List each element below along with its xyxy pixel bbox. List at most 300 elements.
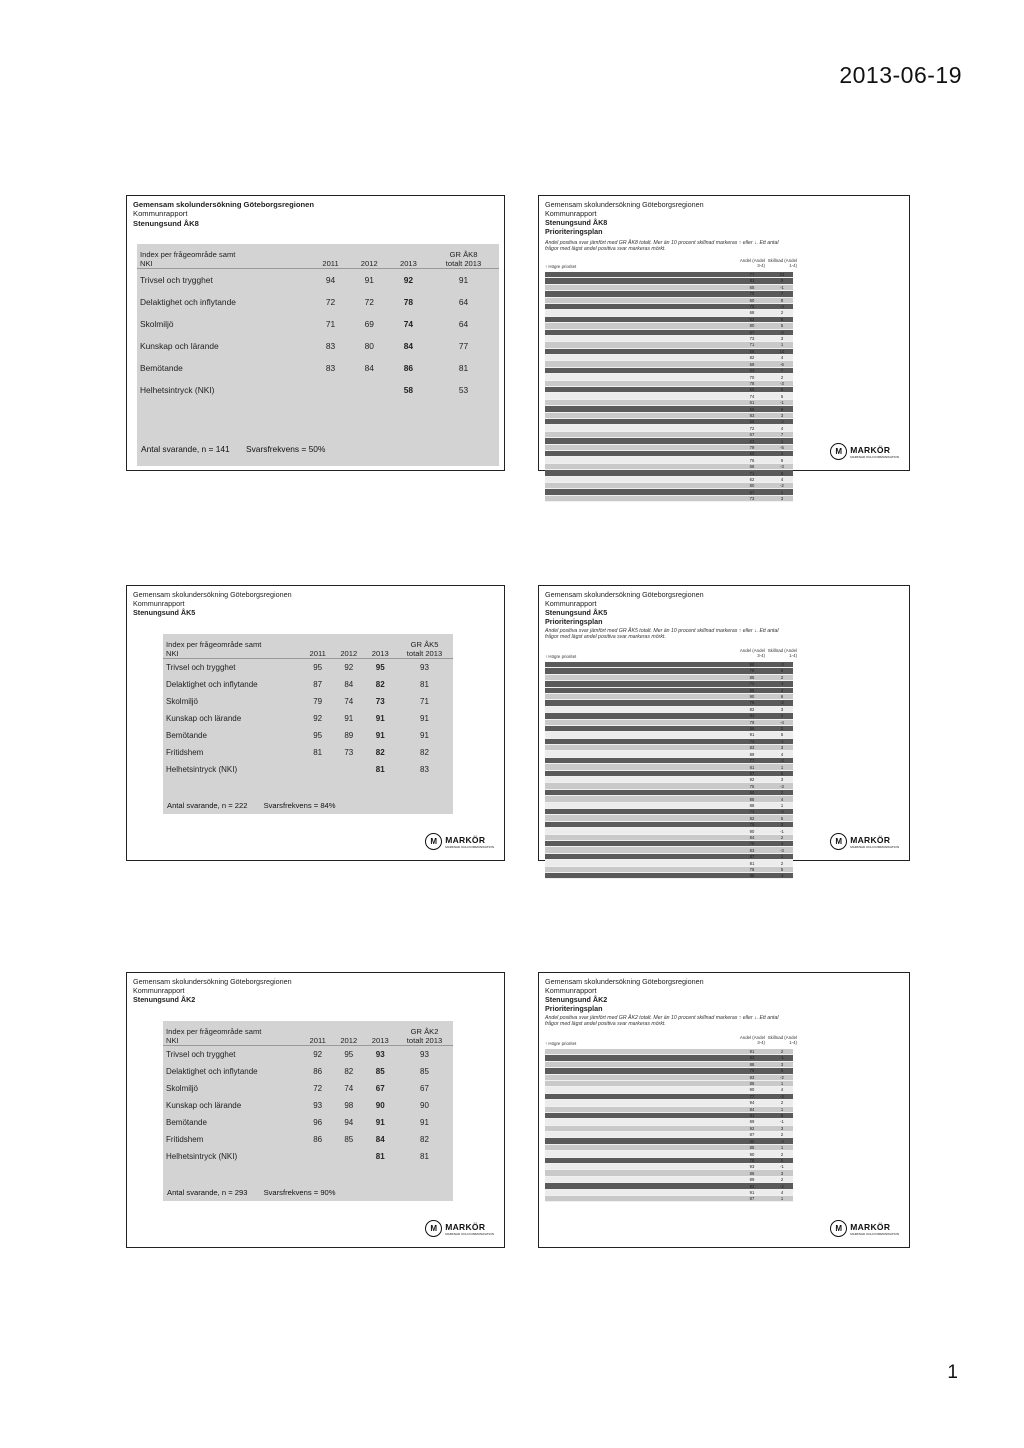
header-line: Gemensam skolundersökning Göteborgsregionen: [133, 977, 292, 986]
slide-index-ak5: [126, 585, 505, 861]
index-value: [302, 761, 333, 778]
area-label: Fritidshem: [166, 1135, 204, 1144]
index-value: 91: [420, 731, 429, 740]
slide-priority-ak5: [538, 585, 910, 879]
share-value: 58: [749, 419, 755, 425]
share-value: 83: [749, 1055, 755, 1061]
share-value: 80: [749, 1138, 755, 1144]
area-label: Helhetsintryck (NKI): [140, 385, 215, 395]
respondent-count: Antal svarande, n = 293: [167, 1188, 248, 1197]
diff-value: 1: [780, 1081, 784, 1087]
share-values: [745, 1049, 759, 1203]
diff-value: 2: [780, 834, 784, 840]
index-value: 74: [344, 697, 354, 706]
markor-logo-icon: M: [830, 833, 847, 850]
year-header: 2012: [333, 1021, 364, 1046]
share-value: 93: [749, 1164, 755, 1170]
col-diff-header: Skillnad (Andel 1-4): [767, 648, 797, 658]
header-line: Prioriteringsplan: [545, 1004, 603, 1013]
header-line: Stenungsund ÅK5: [545, 608, 608, 617]
index-value: 82: [344, 1067, 354, 1076]
respondent-count: Antal svarande, n = 222: [167, 801, 248, 810]
logo-name: MARKÖR: [850, 444, 891, 455]
index-value: 78: [403, 297, 414, 307]
area-label: Trivsel och trygghet: [166, 663, 236, 672]
header-line: Kommunrapport: [133, 986, 185, 995]
share-value: 78: [749, 1157, 755, 1163]
header-line: Kommunrapport: [545, 209, 597, 218]
share-value: 87: [749, 1132, 755, 1138]
share-value: 79: [749, 822, 755, 828]
table-row: [137, 313, 499, 335]
index-value: 82: [420, 748, 429, 757]
year-header: 2011: [311, 244, 349, 269]
index-value: 81: [375, 1152, 385, 1161]
share-value: 85: [749, 1145, 755, 1151]
share-value: 82: [749, 1183, 755, 1189]
slide-header: [133, 200, 314, 228]
markor-logo: [830, 443, 899, 460]
area-label: Bemötande: [166, 1118, 207, 1127]
index-value: 92: [344, 663, 354, 672]
index-value: 72: [313, 1084, 323, 1093]
share-value: 83: [749, 412, 755, 418]
logo-tagline: MARKNAD OCH KOMMUNIKATION: [445, 844, 494, 849]
diff-value: 4: [780, 687, 784, 693]
gr-total-header: GR ÅK5 totalt 2013: [396, 634, 453, 659]
diff-value: -3: [780, 783, 784, 789]
year-header: 2011: [302, 634, 333, 659]
index-value: [333, 1148, 364, 1165]
share-value: 86: [749, 1170, 755, 1176]
share-value: 57: [749, 329, 755, 335]
area-label: Fritidshem: [166, 748, 204, 757]
table-header-row: [163, 1021, 453, 1046]
index-value: 86: [313, 1135, 323, 1144]
share-value: 60: [749, 451, 755, 457]
index-value: 71: [420, 697, 429, 706]
priority-subtitle: Andel positiva svar jämfört med GR ÅK2 totalt. Mer än 10 procent skillnad markeras ↑ eller ↓. Ett antal frågor med lägst andel positiva svar markeras mörkt.: [545, 1015, 779, 1028]
diff-value: 2: [780, 726, 784, 732]
share-value: 80: [749, 790, 755, 796]
index-value: 85: [344, 1135, 354, 1144]
index-value: 92: [313, 1050, 323, 1059]
slide-header: [545, 200, 704, 236]
share-value: 86: [749, 726, 755, 732]
markor-logo: [425, 833, 494, 850]
share-value: 89: [749, 751, 755, 757]
header-line: Kommunrapport: [545, 599, 597, 608]
share-values: [745, 662, 759, 880]
area-label: Helhetsintryck (NKI): [166, 1152, 238, 1161]
share-value: 87: [749, 854, 755, 860]
share-value: 88: [749, 802, 755, 808]
diff-value: 10: [779, 348, 785, 354]
share-value: 88: [749, 687, 755, 693]
table-row: [163, 1080, 453, 1097]
share-value: 79: [749, 719, 755, 725]
index-value: 73: [344, 748, 354, 757]
table-row: [163, 710, 453, 727]
share-value: 77: [749, 1093, 755, 1099]
diff-value: 4: [780, 796, 784, 802]
diff-value: 3: [780, 706, 784, 712]
index-value: 91: [420, 1118, 429, 1127]
priority-legend: ↑ Högre prioritet: [545, 1041, 577, 1046]
col-diff-header: Skillnad (Andel 1-4): [767, 258, 797, 268]
priority-legend: ↑ Högre prioritet: [545, 654, 577, 659]
priority-subtitle: Andel positiva svar jämfört med GR ÅK5 totalt. Mer än 10 procent skillnad markeras ↑ eller ↓. Ett antal frågor med lägst andel positiva svar markeras mörkt.: [545, 628, 779, 641]
response-footer: [167, 801, 350, 810]
index-value: 85: [420, 1067, 429, 1076]
diff-value: 4: [780, 477, 784, 482]
table-row: [163, 1114, 453, 1131]
index-value: 95: [375, 663, 385, 672]
table-row: [137, 291, 499, 313]
area-label: Bemötande: [166, 731, 207, 740]
share-value: 83: [749, 847, 755, 853]
diff-value: -5: [780, 444, 784, 450]
priority-legend: ↑ Högre prioritet: [545, 264, 577, 269]
share-value: 88: [749, 1061, 755, 1067]
index-value: 85: [375, 1067, 385, 1076]
diff-value: -2: [780, 809, 784, 815]
share-value: 80: [749, 483, 755, 489]
diff-value: -2: [780, 1183, 784, 1189]
index-value: 84: [375, 1135, 385, 1144]
header-line: Stenungsund ÅK2: [545, 995, 608, 1004]
header-line: Stenungsund ÅK8: [133, 218, 199, 228]
index-panel: [137, 244, 499, 466]
header-line: Kommunrapport: [133, 209, 188, 219]
index-value: 80: [364, 341, 374, 351]
area-label: Skolmiljö: [166, 697, 199, 706]
share-value: 79: [749, 444, 755, 450]
share-value: 93: [749, 1074, 755, 1080]
share-value: 73: [749, 496, 755, 502]
index-value: 91: [375, 1118, 385, 1127]
diff-value: 5: [780, 1157, 784, 1163]
index-value: 53: [458, 385, 469, 395]
index-table: [137, 244, 499, 401]
header-line: Stenungsund ÅK2: [133, 995, 196, 1004]
index-value: 93: [375, 1050, 385, 1059]
diff-value: 6: [780, 406, 784, 412]
share-value: 80: [749, 323, 755, 329]
col-share-header: Andel (Andel 3-4): [739, 258, 765, 268]
diff-value: 7: [780, 432, 784, 438]
table-header-row: [137, 244, 499, 269]
response-rate: Svarsfrekvens = 90%: [263, 1188, 336, 1197]
diff-value: -4: [780, 719, 784, 725]
logo-name: MARKÖR: [445, 1221, 486, 1232]
table-row: [137, 357, 499, 379]
area-label: Trivsel och trygghet: [140, 275, 213, 285]
share-value: 82: [749, 355, 755, 361]
diff-value: 1: [780, 1106, 784, 1112]
index-table: [163, 634, 453, 778]
index-value: 81: [313, 748, 323, 757]
share-value: 82: [749, 815, 755, 821]
logo-name: MARKÖR: [850, 1221, 891, 1232]
markor-logo-icon: M: [425, 1220, 442, 1237]
diff-value: 3: [780, 1170, 784, 1176]
index-value: [333, 761, 364, 778]
table-row: [163, 1063, 453, 1080]
diff-value: 4: [780, 425, 784, 431]
share-value: 86: [749, 1081, 755, 1087]
share-value: 62: [749, 316, 755, 322]
index-value: 95: [313, 731, 323, 740]
col-share-header: Andel (Andel 3-4): [739, 648, 765, 658]
header-line: Gemensam skolundersökning Göteborgsregionen: [545, 977, 704, 986]
markor-logo: [830, 1220, 899, 1237]
index-value: 72: [364, 297, 374, 307]
share-value: 78: [749, 668, 755, 674]
share-value: 63: [749, 438, 755, 444]
diff-value: 5: [780, 815, 784, 821]
share-value: 66: [749, 348, 755, 354]
diff-value: -1: [780, 284, 784, 290]
share-value: 91: [749, 1189, 755, 1195]
area-label: Delaktighet och inflytande: [166, 1067, 258, 1076]
header-line: Gemensam skolundersökning Göteborgsregionen: [545, 200, 704, 209]
share-value: 73: [749, 336, 755, 342]
share-value: 64: [749, 368, 755, 374]
diff-value: -2: [780, 700, 784, 706]
share-value: 71: [749, 470, 755, 476]
slide-header: [545, 590, 704, 626]
index-panel: [163, 1021, 453, 1201]
diff-value: 4: [780, 1087, 784, 1093]
share-value: 74: [749, 393, 755, 399]
index-value: 81: [420, 1152, 429, 1161]
diff-value: 7: [780, 291, 784, 297]
response-footer: [167, 1188, 350, 1197]
table-header-row: [163, 634, 453, 659]
col-label: Index per frågeområde samt NKI: [163, 1021, 302, 1046]
diff-value: 2: [780, 860, 784, 866]
diff-value: 2: [780, 1100, 784, 1106]
table-row: [163, 744, 453, 761]
priority-subtitle: Andel positiva svar jämfört med GR ÅK8 totalt. Mer än 10 procent skillnad markeras ↑ eller ↓. Ett antal frågor med lägst andel positiva svar markeras mörkt.: [545, 240, 779, 253]
diff-value: -2: [780, 1074, 784, 1080]
share-value: 72: [749, 425, 755, 431]
share-value: 60: [749, 297, 755, 303]
diff-value: 3: [780, 1061, 784, 1067]
share-value: 78: [749, 380, 755, 386]
diff-value: 3: [780, 1125, 784, 1131]
diff-values: [775, 1049, 789, 1203]
share-value: 77: [749, 758, 755, 764]
index-panel: [163, 634, 453, 814]
diff-value: -1: [780, 681, 784, 687]
logo-name: MARKÖR: [445, 834, 486, 845]
header-line: Stenungsund ÅK8: [545, 218, 608, 227]
col-label: Index per frågeområde samt NKI: [137, 244, 311, 269]
diff-value: 1: [780, 854, 784, 860]
index-value: 92: [403, 275, 414, 285]
index-value: [311, 379, 349, 401]
slide-priority-ak2: [538, 972, 910, 1248]
index-value: 84: [344, 680, 354, 689]
share-value: 84: [749, 713, 755, 719]
index-value: 67: [420, 1084, 429, 1093]
table-row: [137, 269, 499, 292]
share-value: 70: [749, 374, 755, 380]
gr-total-header: GR ÅK2 totalt 2013: [396, 1021, 453, 1046]
area-label: Delaktighet och inflytande: [140, 297, 236, 307]
index-value: 71: [325, 319, 336, 329]
share-value: 87: [749, 1196, 755, 1202]
share-value: 84: [749, 834, 755, 840]
index-value: [302, 1148, 333, 1165]
area-label: Bemötande: [140, 363, 183, 373]
index-value: 91: [364, 275, 374, 285]
diff-value: 1: [780, 1196, 784, 1202]
share-value: 90: [749, 828, 755, 834]
area-label: Skolmiljö: [140, 319, 174, 329]
response-rate: Svarsfrekvens = 50%: [246, 444, 326, 454]
slide-index-ak8: [126, 195, 505, 471]
diff-value: 3: [780, 777, 784, 783]
header-line: Prioriteringsplan: [545, 617, 603, 626]
index-value: 91: [420, 714, 429, 723]
year-header: 2013: [389, 244, 428, 269]
share-value: 61: [749, 400, 755, 406]
diff-value: 1: [780, 342, 784, 348]
diff-value: 5: [780, 393, 784, 399]
diff-value: 9: [780, 457, 784, 463]
share-value: 81: [749, 1113, 755, 1119]
year-header: 2012: [350, 244, 389, 269]
diff-value: 5: [780, 323, 784, 329]
index-value: 98: [344, 1101, 354, 1110]
slide-index-ak2: [126, 972, 505, 1248]
share-value: 75: [749, 304, 755, 310]
share-value: 84: [749, 1106, 755, 1112]
diff-value: -2: [780, 483, 784, 489]
area-label: Delaktighet och inflytande: [166, 680, 258, 689]
diff-value: 3: [780, 496, 784, 502]
share-value: 94: [749, 1100, 755, 1106]
diff-value: 7: [780, 368, 784, 374]
share-value: 89: [749, 1119, 755, 1125]
diff-value: 1: [780, 438, 784, 444]
index-value: 92: [313, 714, 323, 723]
diff-value: 1: [780, 764, 784, 770]
year-header: 2013: [365, 1021, 396, 1046]
diff-value: -1: [780, 828, 784, 834]
share-value: 76: [749, 700, 755, 706]
share-value: 57: [749, 489, 755, 495]
table-row: [163, 676, 453, 693]
header-line: Kommunrapport: [133, 599, 185, 608]
diff-value: -3: [780, 380, 784, 386]
share-value: 92: [749, 777, 755, 783]
diff-value: -4: [780, 1138, 784, 1144]
share-value: 80: [749, 662, 755, 667]
share-value: 79: [749, 1068, 755, 1074]
diff-value: -1: [780, 1164, 784, 1170]
area-label: Skolmiljö: [166, 1084, 199, 1093]
diff-value: -1: [780, 400, 784, 406]
markor-logo-icon: M: [830, 1220, 847, 1237]
diff-value: 9: [780, 278, 784, 284]
logo-tagline: MARKNAD OCH KOMMUNIKATION: [850, 844, 899, 849]
index-value: 81: [420, 680, 429, 689]
index-value: 83: [420, 765, 429, 774]
diff-value: -1: [780, 1119, 784, 1125]
diff-value: 5: [780, 668, 784, 674]
index-value: 93: [420, 1050, 429, 1059]
diff-value: 3: [780, 822, 784, 828]
area-label: Kunskap och lärande: [140, 341, 219, 351]
share-value: 85: [749, 674, 755, 680]
index-value: 67: [375, 1084, 385, 1093]
index-value: 90: [420, 1101, 429, 1110]
logo-tagline: MARKNAD OCH KOMMUNIKATION: [850, 454, 899, 459]
col-label: Index per frågeområde samt NKI: [163, 634, 302, 659]
diff-value: 2: [780, 1151, 784, 1157]
index-value: 95: [344, 1050, 354, 1059]
table-row: [163, 1097, 453, 1114]
diff-value: -3: [780, 662, 784, 667]
index-value: [350, 379, 389, 401]
year-header: 2011: [302, 1021, 333, 1046]
diff-value: 5: [780, 867, 784, 872]
gr-total-header: GR ÅK8 totalt 2013: [428, 244, 499, 269]
share-values: [745, 272, 759, 503]
share-value: 91: [749, 1049, 755, 1054]
index-value: 94: [325, 275, 336, 285]
share-value: 77: [749, 272, 755, 277]
diff-value: 2: [780, 790, 784, 796]
diff-value: 6: [780, 470, 784, 476]
page-number: 1: [947, 1362, 958, 1383]
index-value: 96: [313, 1118, 323, 1127]
response-rate: Svarsfrekvens = 84%: [263, 801, 336, 810]
share-value: 70: [749, 291, 755, 297]
share-value: 87: [749, 770, 755, 776]
index-value: 94: [344, 1118, 354, 1127]
diff-value: -2: [780, 758, 784, 764]
index-value: 86: [313, 1067, 323, 1076]
diff-value: -6: [780, 361, 784, 367]
index-value: 83: [325, 341, 336, 351]
diff-value: 8: [780, 297, 784, 303]
share-value: 92: [749, 1125, 755, 1131]
index-value: 69: [364, 319, 374, 329]
diff-value: 6: [780, 1113, 784, 1119]
diff-value: 1: [780, 489, 784, 495]
table-row: [163, 727, 453, 744]
table-row: [137, 379, 499, 401]
diff-value: -1: [780, 873, 784, 879]
diff-value: 23: [779, 272, 785, 277]
diff-value: 2: [780, 1049, 784, 1054]
index-value: 90: [375, 1101, 385, 1110]
table-row: [137, 335, 499, 357]
diff-value: -1: [780, 1055, 784, 1061]
share-value: 67: [749, 432, 755, 438]
share-value: 62: [749, 477, 755, 482]
header-line: Gemensam skolundersökning Göteborgsregionen: [133, 590, 292, 599]
index-value: 91: [375, 714, 385, 723]
slide-priority-ak8: [538, 195, 910, 502]
index-value: 77: [458, 341, 469, 351]
share-value: 78: [749, 867, 755, 872]
